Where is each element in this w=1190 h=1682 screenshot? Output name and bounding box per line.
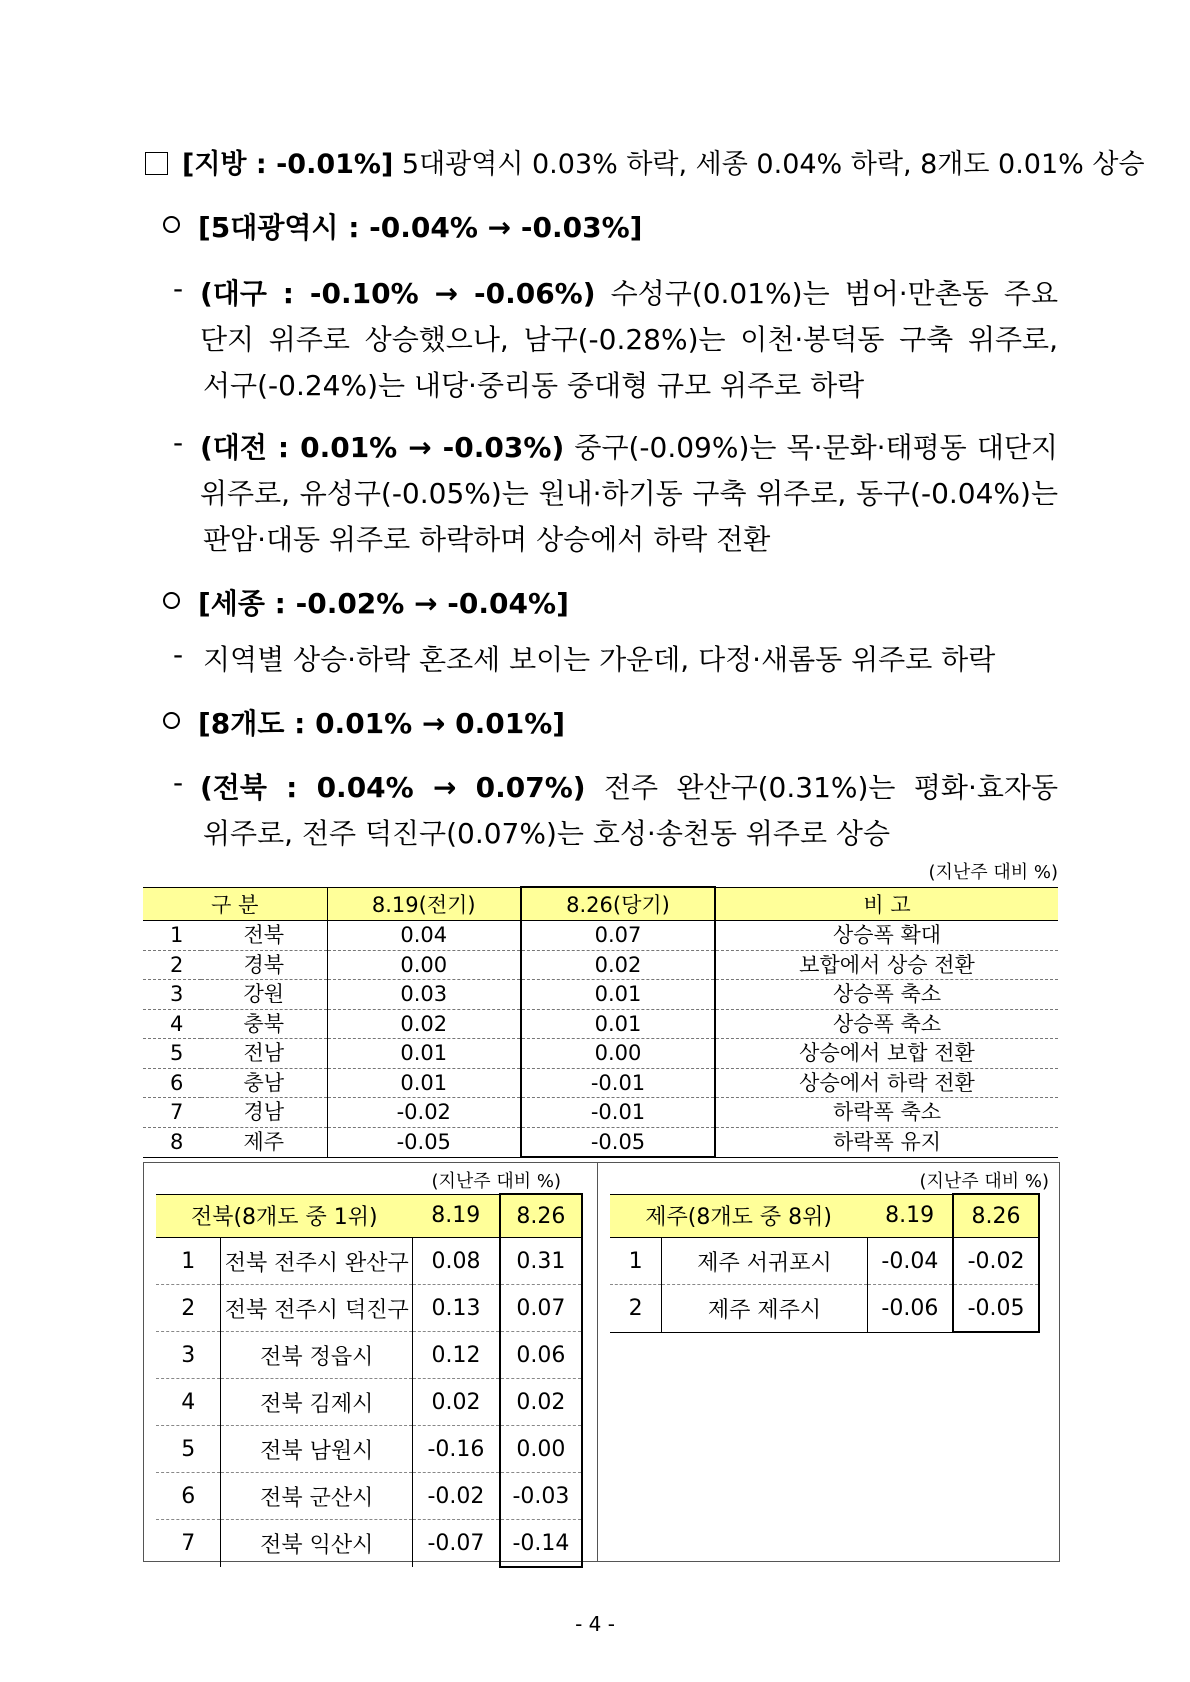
- row-curr: 0.00: [521, 1039, 715, 1069]
- row-prev: -0.05: [327, 1127, 521, 1157]
- metro-title: [163, 206, 642, 246]
- row-prev: 0.02: [327, 1009, 521, 1039]
- row-curr: 0.07: [521, 921, 715, 951]
- row-prev: 0.00: [327, 950, 521, 980]
- provinces-title: [163, 702, 565, 742]
- jeju-detail-panel: [597, 1162, 1060, 1562]
- row-name: 전북 전주시 완산구: [221, 1238, 413, 1285]
- heading-bracket: [지방 : -0.01%]: [182, 149, 394, 180]
- table-row: [156, 1379, 582, 1426]
- row-name: 전북 전주시 덕진구: [221, 1285, 413, 1332]
- checkbox-square-icon: [145, 152, 168, 175]
- jeonbuk-detail-table: [156, 1193, 583, 1568]
- jeju-header-name: 제주(8개도 중 8위): [610, 1194, 867, 1238]
- header-note: 비 고: [715, 887, 1058, 921]
- row-rank: 3: [143, 980, 201, 1010]
- row-rank: 8: [143, 1127, 201, 1157]
- row-prev: -0.16: [413, 1426, 500, 1473]
- row-name: 전북 군산시: [221, 1473, 413, 1520]
- table-row: [156, 1238, 582, 1285]
- table-row: [143, 1068, 1058, 1098]
- row-curr: -0.01: [521, 1068, 715, 1098]
- page-number: - 4 -: [575, 1612, 615, 1636]
- daegu-line-2: 단지 위주로 상승했으나, 남구(-0.28%)는 이천·봉덕동 구축 위주로,: [200, 323, 1058, 356]
- dash-bullet: -: [173, 766, 184, 799]
- table-row: [143, 921, 1058, 951]
- header-prev: 8.19(전기): [327, 887, 521, 921]
- jeju-detail-table: [610, 1193, 1040, 1333]
- heading-text: 5대광역시 0.03% 하락, 세종 0.04% 하락, 8개도 0.01% 상승: [393, 149, 1145, 180]
- row-rank: 2: [156, 1285, 221, 1332]
- row-curr: 0.02: [521, 950, 715, 980]
- row-prev: 0.04: [327, 921, 521, 951]
- circle-bullet-icon: [163, 712, 180, 729]
- daegu-label: (대구 : -0.10% → -0.06%): [200, 277, 596, 310]
- jeonbuk-label: (전북 : 0.04% → 0.07%): [200, 771, 586, 804]
- dash-bullet: -: [173, 426, 184, 459]
- circle-bullet-icon: [163, 216, 180, 233]
- header-curr: 8.26(당기): [521, 887, 715, 921]
- table-row: [610, 1238, 1039, 1285]
- jeju-unit: (지난주 대비 %): [919, 1171, 1049, 1192]
- row-name: 전북 김제시: [221, 1379, 413, 1426]
- table-row: [156, 1473, 582, 1520]
- table-row: [143, 1127, 1058, 1157]
- table-row: [143, 1098, 1058, 1128]
- row-name: 제주 서귀포시: [662, 1238, 867, 1285]
- header-category: 구 분: [143, 887, 327, 921]
- row-note: 상승폭 축소: [715, 980, 1058, 1010]
- row-region: 제주: [201, 1127, 327, 1157]
- row-region: 전남: [201, 1039, 327, 1069]
- row-region: 강원: [201, 980, 327, 1010]
- table-row: [143, 1039, 1058, 1069]
- row-prev: 0.01: [327, 1068, 521, 1098]
- row-rank: 4: [143, 1009, 201, 1039]
- row-prev: -0.02: [327, 1098, 521, 1128]
- row-curr: 0.01: [521, 1009, 715, 1039]
- row-curr: 0.01: [521, 980, 715, 1010]
- row-note: 상승에서 하락 전환: [715, 1068, 1058, 1098]
- row-rank: 1: [156, 1238, 221, 1285]
- table-row: [156, 1285, 582, 1332]
- row-note: 보합에서 상승 전환: [715, 950, 1058, 980]
- row-note: 상승폭 확대: [715, 921, 1058, 951]
- row-rank: 2: [143, 950, 201, 980]
- row-rank: 1: [610, 1238, 662, 1285]
- row-prev: 0.03: [327, 980, 521, 1010]
- row-prev: -0.07: [413, 1520, 500, 1568]
- row-prev: -0.06: [867, 1285, 953, 1333]
- row-curr: 0.02: [500, 1379, 582, 1426]
- daejeon-line-2: 위주로, 유성구(-0.05%)는 원내·하기동 구축 위주로, 동구(-0.04%)는: [200, 477, 1058, 510]
- jeonbuk-line-2: 위주로, 전주 덕진구(0.07%)는 호성·송천동 위주로 상승: [203, 817, 891, 850]
- dash-bullet: -: [173, 272, 184, 305]
- daejeon-text-1: 중구(-0.09%)는 목·문화·태평동 대단지: [574, 431, 1058, 464]
- row-prev: 0.02: [413, 1379, 500, 1426]
- row-rank: 7: [143, 1098, 201, 1128]
- row-region: 충남: [201, 1068, 327, 1098]
- row-prev: 0.12: [413, 1332, 500, 1379]
- jeju-header-prev: 8.19: [867, 1194, 953, 1238]
- row-prev: -0.02: [413, 1473, 500, 1520]
- row-rank: 6: [156, 1473, 221, 1520]
- table-row: [143, 980, 1058, 1010]
- provinces-title-text: [8개도 : 0.01% → 0.01%]: [198, 707, 566, 740]
- table-row: [610, 1285, 1039, 1333]
- jeju-header-curr: 8.26: [953, 1194, 1039, 1238]
- jeonbuk-detail-panel: [143, 1162, 598, 1562]
- row-curr: -0.02: [953, 1238, 1039, 1285]
- table-row: [156, 1520, 582, 1568]
- row-curr: -0.05: [953, 1285, 1039, 1333]
- row-prev: -0.04: [867, 1238, 953, 1285]
- row-name: 전북 정읍시: [221, 1332, 413, 1379]
- row-rank: 7: [181, 1531, 196, 1556]
- dash-bullet: -: [173, 638, 184, 671]
- row-note: 상승폭 축소: [715, 1009, 1058, 1039]
- daegu-text-1: 수성구(0.01%)는 범어·만촌동 주요: [610, 277, 1058, 310]
- row-curr: -0.01: [521, 1098, 715, 1128]
- provinces-table: [143, 886, 1058, 1158]
- row-region: 충북: [201, 1009, 327, 1039]
- table-row: [143, 1009, 1058, 1039]
- row-name: 전북 남원시: [221, 1426, 413, 1473]
- section-heading: [145, 142, 1145, 181]
- row-note: 상승에서 보합 전환: [715, 1039, 1058, 1069]
- table-row: [156, 1426, 582, 1473]
- jeonbuk-header-curr: 8.26: [500, 1194, 582, 1238]
- row-note: 하락폭 축소: [715, 1098, 1058, 1128]
- row-name: 제주 제주시: [662, 1285, 867, 1333]
- row-rank: 1: [143, 921, 201, 951]
- row-curr: -0.14: [500, 1520, 582, 1568]
- daegu-line-1: [200, 272, 1058, 312]
- row-curr: 0.31: [500, 1238, 582, 1285]
- row-curr: 0.07: [500, 1285, 582, 1332]
- row-note: 하락폭 유지: [715, 1127, 1058, 1157]
- jeonbuk-header-name: 전북(8개도 중 1위): [156, 1194, 413, 1238]
- row-prev: 0.08: [413, 1238, 500, 1285]
- row-curr: 0.06: [500, 1332, 582, 1379]
- daegu-line-3: 서구(-0.24%)는 내당·중리동 중대형 규모 위주로 하락: [203, 369, 865, 402]
- row-region: 전북: [201, 921, 327, 951]
- jeonbuk-header-prev: 8.19: [413, 1194, 500, 1238]
- row-rank: 2: [610, 1285, 662, 1333]
- row-prev: 0.01: [327, 1039, 521, 1069]
- row-region: 경북: [201, 950, 327, 980]
- sejong-title: [163, 582, 569, 622]
- daejeon-line-1: [200, 426, 1058, 466]
- main-table-unit: (지난주 대비 %): [928, 862, 1058, 883]
- daejeon-label: (대전 : 0.01% → -0.03%): [200, 431, 565, 464]
- row-rank: 5: [156, 1426, 221, 1473]
- sejong-line-1: 지역별 상승·하락 혼조세 보이는 가운데, 다정·새롬동 위주로 하락: [203, 643, 996, 676]
- row-prev: 0.13: [413, 1285, 500, 1332]
- sejong-title-text: [세종 : -0.02% → -0.04%]: [198, 587, 569, 620]
- row-curr: -0.05: [521, 1127, 715, 1157]
- table-row: [156, 1332, 582, 1379]
- jeonbuk-text-1: 전주 완산구(0.31%)는 평화·효자동: [604, 771, 1059, 804]
- jeonbuk-line-1: [200, 766, 1058, 806]
- jeonbuk-unit: (지난주 대비 %): [431, 1171, 561, 1192]
- row-rank: 3: [156, 1332, 221, 1379]
- row-rank: 6: [143, 1068, 201, 1098]
- row-name: 전북 익산시: [221, 1520, 413, 1568]
- daejeon-line-3: 판암·대동 위주로 하락하며 상승에서 하락 전환: [203, 523, 771, 556]
- row-curr: 0.00: [500, 1426, 582, 1473]
- row-curr: -0.03: [500, 1473, 582, 1520]
- row-rank: 4: [156, 1379, 221, 1426]
- row-region: 경남: [201, 1098, 327, 1128]
- circle-bullet-icon: [163, 592, 180, 609]
- table-row: [143, 950, 1058, 980]
- row-rank: 5: [143, 1039, 201, 1069]
- metro-title-text: [5대광역시 : -0.04% → -0.03%]: [198, 211, 643, 244]
